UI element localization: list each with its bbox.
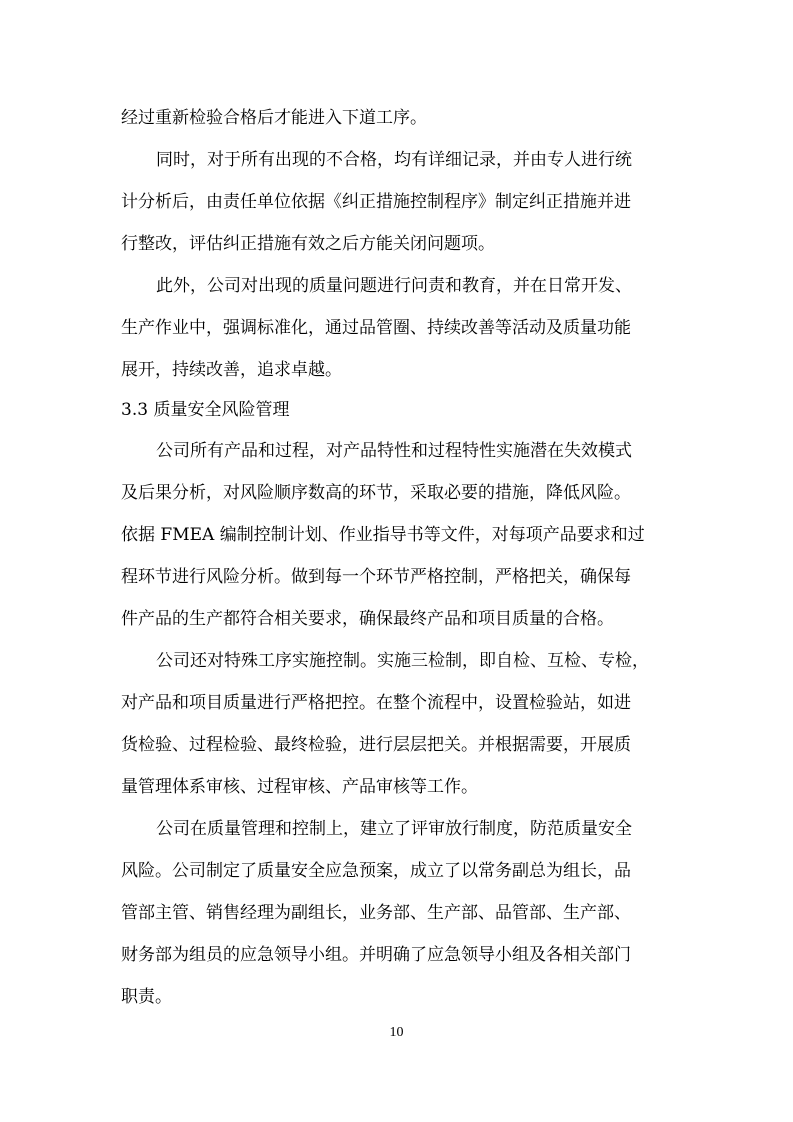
paragraph-first-line: 公司还对特殊工序实施控制。实施三检制，即自检、互检、专检， (156, 651, 649, 671)
body-text-line: 职责。 (121, 987, 172, 1007)
section-heading: 3.3 质量安全风险管理 (121, 400, 290, 420)
body-text-line: 经过重新检验合格后才能进入下道工序。 (121, 108, 427, 128)
paragraph-first-line: 此外，公司对出现的质量问题进行问责和教育，并在日常开发、 (156, 276, 632, 296)
body-text-line: 及后果分析，对风险顺序数高的环节，采取必要的措施，降低风险。 (121, 483, 631, 503)
body-text-line: 生产作业中，强调标准化，通过品管圈、持续改善等活动及质量功能 (121, 318, 631, 338)
body-text-line: 风险。公司制定了质量安全应急预案，成立了以常务副总为组长，品 (121, 861, 631, 881)
body-text-line: 对产品和项目质量进行严格把控。在整个流程中，设置检验站，如进 (121, 693, 631, 713)
paragraph-first-line: 公司在质量管理和控制上，建立了评审放行制度，防范质量安全 (156, 819, 632, 839)
body-text-line: 依据 FMEA 编制控制计划、作业指导书等文件，对每项产品要求和过 (121, 525, 645, 545)
body-text-line: 货检验、过程检验、最终检验，进行层层把关。并根据需要，开展质 (121, 735, 631, 755)
body-text-line: 程环节进行风险分析。做到每一个环节严格控制，严格把关，确保每 (121, 567, 631, 587)
body-text-line: 管部主管、销售经理为副组长，业务部、生产部、品管部、生产部、 (121, 903, 631, 923)
body-text-line: 行整改，评估纠正措施有效之后方能关闭问题项。 (121, 234, 495, 254)
page-number: 10 (389, 1025, 404, 1040)
body-text-line: 件产品的生产都符合相关要求，确保最终产品和项目质量的合格。 (121, 609, 614, 629)
paragraph-first-line: 同时，对于所有出现的不合格，均有详细记录，并由专人进行统 (156, 150, 632, 170)
body-text-line: 财务部为组员的应急领导小组。并明确了应急领导小组及各相关部门 (121, 945, 631, 965)
body-text-line: 展开，持续改善，追求卓越。 (121, 360, 342, 380)
body-text-line: 计分析后，由责任单位依据《纠正措施控制程序》制定纠正措施并进 (121, 192, 631, 212)
body-text-line: 量管理体系审核、过程审核、产品审核等工作。 (121, 777, 478, 797)
paragraph-first-line: 公司所有产品和过程，对产品特性和过程特性实施潜在失效模式 (156, 441, 632, 461)
